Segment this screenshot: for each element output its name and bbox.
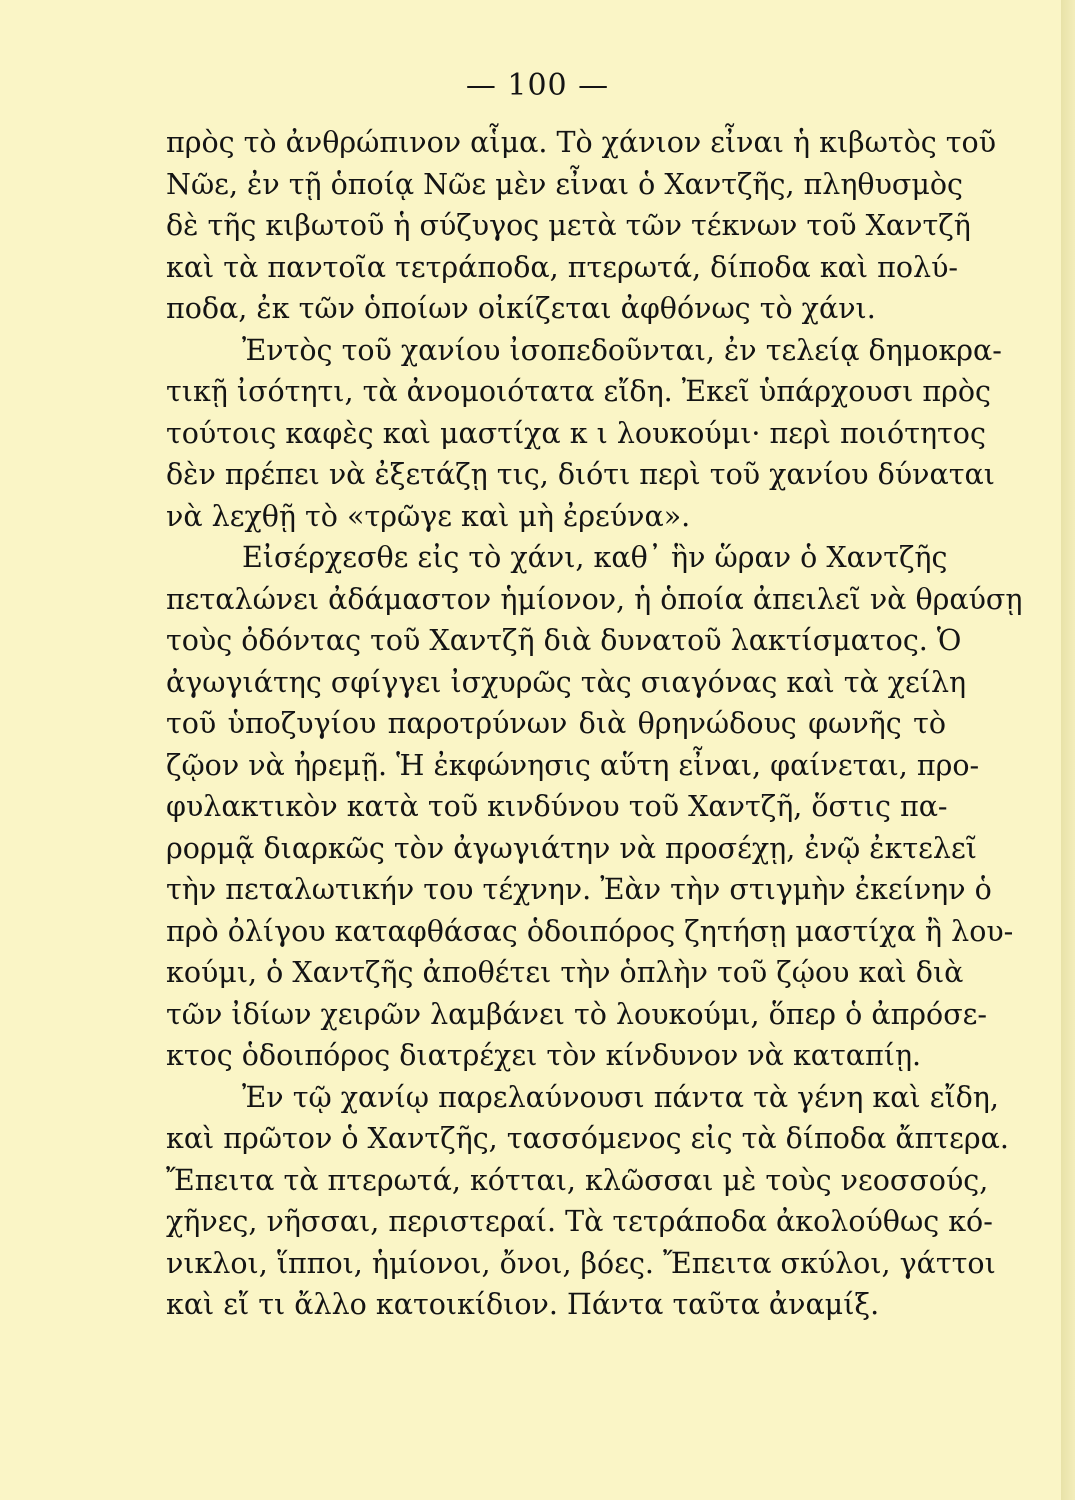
text-line: νὰ λεχθῇ τὸ «τρῶγε καὶ μὴ ἐρεύνα».: [166, 499, 691, 533]
text-line: Ἐντὸς τοῦ χανίου ἰσοπεδοῦνται, ἐν τελείᾳ δημοκρα-: [242, 333, 1002, 367]
page-right-edge: [1061, 0, 1075, 1500]
text-line: τὴν πεταλωτικήν του τέχνην. Ἐὰν τὴν στιγμὴν ἐκείνην ὁ: [166, 873, 992, 906]
text-line: καὶ εἴ τι ἄλλο κατοικίδιον. Πάντα ταῦτα ἀναμίξ.: [166, 1288, 880, 1321]
text-line: Εἰσέρχεσθε εἰς τὸ χάνι, καθ᾽ ἣν ὥραν ὁ Χαντζῆς: [242, 541, 948, 574]
text-line: χῆνες, νῆσσαι, περιστεραί. Τὰ τετράποδα ἀκολούθως κό-: [166, 1205, 993, 1238]
page-number: — 100 —: [465, 68, 610, 103]
text-line: Ἔπειτα τὰ πτερωτά, κότται, κλῶσσαι μὲ τοὺς νεοσσούς,: [166, 1163, 989, 1197]
text-line: ζῷον νὰ ἠρεμῇ. Ἡ ἐκφώνησις αὕτη εἶναι, φαίνεται, προ-: [166, 748, 980, 782]
text-line: καὶ τὰ παντοῖα τετράποδα, πτερωτά, δίποδα καὶ πολύ-: [166, 250, 959, 284]
text-line: πεταλώνει ἀδάμαστον ἡμίονον, ἡ ὁποία ἀπειλεῖ νὰ θραύσῃ: [166, 582, 1023, 616]
text-line: Νῶε, ἐν τῇ ὁποίᾳ Νῶε μὲν εἶναι ὁ Χαντζῆς, πληθυσμὸς: [166, 167, 964, 201]
text-line: τοῦ ὑποζυγίου παροτρύνων διὰ θρηνώδους φωνῆς τὸ: [166, 707, 946, 740]
text-line: νικλοι, ἵπποι, ἡμίονοι, ὄνοι, βόες. Ἔπειτα σκύλοι, γάττοι: [166, 1246, 996, 1280]
text-line: ἀγωγιάτης σφίγγει ἰσχυρῶς τὰς σιαγόνας καὶ τὰ χείλη: [166, 665, 967, 699]
text-line: κτος ὁδοιπόρος διατρέχει τὸν κίνδυνον νὰ καταπίῃ.: [166, 1039, 922, 1072]
text-line: φυλακτικὸν κατὰ τοῦ κινδύνου τοῦ Χαντζῆ, ὅστις πα-: [166, 790, 948, 823]
text-line: Ἐν τῷ χανίῳ παρελαύνουσι πάντα τὰ γένη καὶ εἴδη,: [242, 1080, 999, 1114]
text-line: πρὸ ὀλίγου καταφθάσας ὁδοιπόρος ζητήσῃ μαστίχα ἢ λου-: [166, 914, 1014, 948]
text-line: τούτοις καφὲς καὶ μαστίχα κ ι λουκούμι· περὶ ποιότητος: [166, 416, 986, 450]
text-line: κούμι, ὁ Χαντζῆς ἀποθέτει τὴν ὁπλὴν τοῦ ζῴου καὶ διὰ: [166, 956, 964, 989]
text-line: ρορμᾷ διαρκῶς τὸν ἀγωγιάτην νὰ προσέχῃ, ἐνῷ ἐκτελεῖ: [166, 831, 977, 865]
text-line: τικῇ ἰσότητι, τὰ ἀνομοιότατα εἴδη. Ἐκεῖ ὑπάρχουσι πρὸς: [166, 375, 991, 408]
text-line: καὶ πρῶτον ὁ Χαντζῆς, τασσόμενος εἰς τὰ δίποδα ἄπτερα.: [166, 1122, 1009, 1155]
text-line: δὲν πρέπει νὰ ἐξετάζῃ τις, διότι περὶ τοῦ χανίου δύναται: [166, 458, 995, 491]
text-line: πρὸς τὸ ἀνθρώπινον αἷμα. Τὸ χάνιον εἶναι ἡ κιβωτὸς τοῦ: [166, 126, 997, 159]
text-line: τῶν ἰδίων χειρῶν λαμβάνει τὸ λουκούμι, ὅπερ ὁ ἀπρόσε-: [166, 997, 988, 1031]
body-text: [166, 122, 1023, 1326]
text-line: ποδα, ἐκ τῶν ὁποίων οἰκίζεται ἀφθόνως τὸ χάνι.: [166, 292, 876, 325]
text-line: δὲ τῆς κιβωτοῦ ἡ σύζυγος μετὰ τῶν τέκνων τοῦ Χαντζῆ: [166, 209, 971, 242]
text-line: τοὺς ὀδόντας τοῦ Χαντζῆ διὰ δυνατοῦ λακτίσματος. Ὁ: [166, 624, 962, 657]
